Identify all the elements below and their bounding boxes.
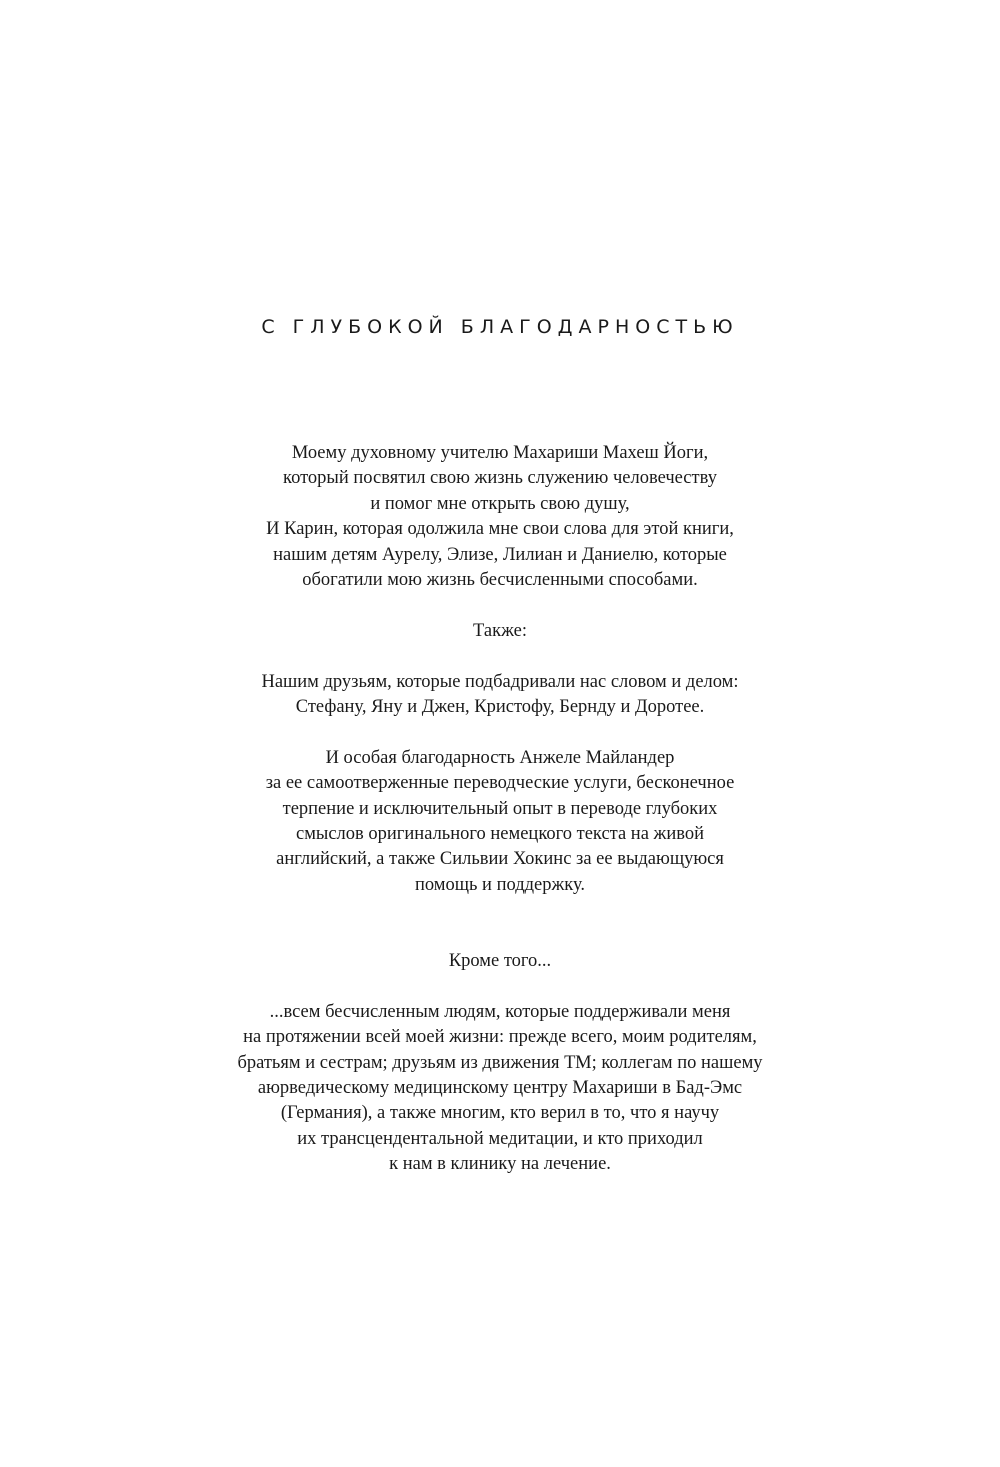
text-line: братьям и сестрам; друзьям из движения ТМ; коллегам по нашему — [237, 1052, 763, 1073]
also-paragraph — [100, 619, 900, 644]
text-line: И Карин, которая одолжила мне свои слова для этой книги, — [266, 519, 734, 540]
text-line: смыслов оригинального немецкого текста на живой — [296, 824, 704, 845]
text-line: на протяжении всей моей жизни: прежде всего, моим родителям, — [243, 1027, 757, 1048]
acknowledgements-body — [100, 441, 900, 1203]
text-line: И особая благодарность Анжеле Майландер — [325, 747, 675, 768]
text-line: к нам в клинику на лечение. — [389, 1154, 611, 1175]
text-line: Также: — [473, 620, 527, 641]
text-line: помощь и поддержку. — [414, 874, 586, 895]
text-line: Кроме того... — [448, 951, 552, 972]
besides-paragraph — [100, 949, 900, 974]
translator-paragraph — [100, 746, 900, 898]
text-line: ...всем бесчисленным людям, которые поддерживали меня — [269, 1001, 731, 1022]
text-line: и помог мне открыть свою душу, — [370, 493, 630, 514]
text-line: Стефану, Яну и Джен, Кристофу, Бернду и Доротее. — [295, 697, 705, 718]
text-line: за ее самоотверженные переводческие услуги, бесконечное — [265, 773, 735, 794]
text-line: (Германия), а также многим, кто верил в то, что я научу — [280, 1103, 720, 1124]
dedication-paragraph — [100, 441, 900, 593]
text-line: Моему духовному учителю Махариши Махеш Йоги, — [291, 443, 709, 463]
text-line: нашим детям Аурелу, Элизе, Лилиан и Даниелю, которые — [273, 544, 727, 565]
text-line: аюрведическому медицинскому центру Махариши в Бад-Эмс — [257, 1078, 743, 1099]
page-title: С ГЛУБОКОЙ БЛАГОДАРНОСТЬЮ — [261, 316, 739, 338]
text-line: обогатили мою жизнь бесчисленными способами. — [302, 570, 698, 591]
text-line: их трансцендентальной медитации, и кто приходил — [297, 1128, 703, 1149]
text-line: который посвятил свою жизнь служению человечеству — [283, 468, 717, 489]
friends-paragraph — [100, 670, 900, 721]
text-line: терпение и исключительный опыт в переводе глубоких — [282, 798, 718, 819]
text-line: Нашим друзьям, которые подбадривали нас словом и делом: — [261, 671, 739, 692]
everyone-paragraph — [100, 1000, 900, 1178]
text-line: английский, а также Сильвии Хокинс за ее выдающуюся — [276, 849, 724, 870]
